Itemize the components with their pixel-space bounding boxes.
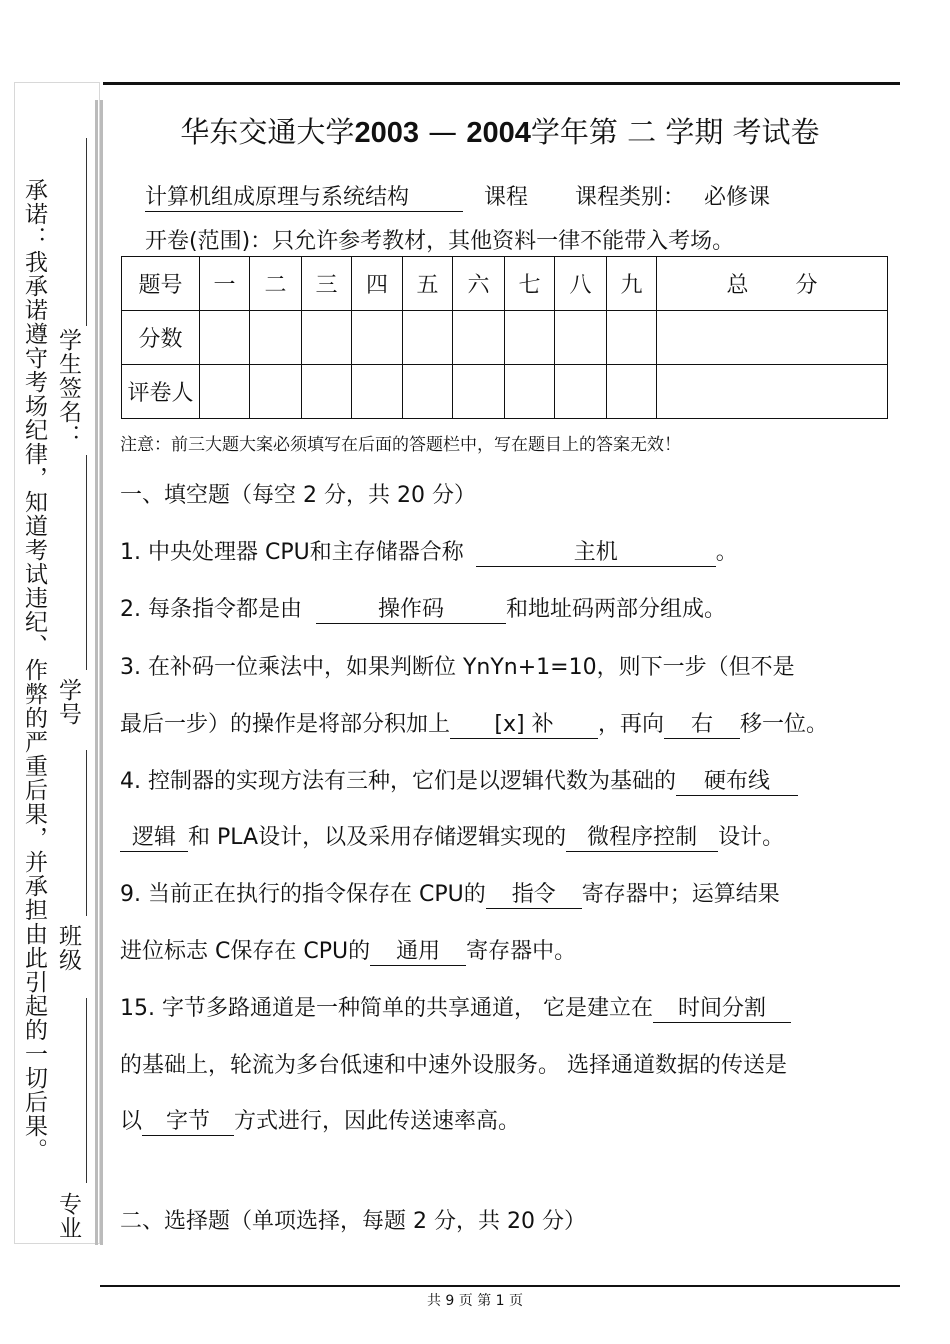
binding-line	[95, 100, 103, 1245]
top-rule	[103, 82, 900, 85]
question-3-line2: 最后一步）的操作是将部分积加上 [x] 补 ，再向 右 移一位。	[120, 712, 829, 737]
pledge-label: 承诺：	[21, 178, 47, 250]
grader-cell[interactable]	[555, 365, 607, 419]
total-grader-cell[interactable]	[657, 365, 888, 419]
score-cell[interactable]	[200, 311, 250, 365]
grader-cell[interactable]	[607, 365, 657, 419]
answer-15b: 字节	[142, 1109, 234, 1136]
question-15-line2: 的基础上，轮流为多台低速和中速外设服务。 选择通道数据的传送是	[120, 1053, 787, 1078]
question-3-line1: 3. 在补码一位乘法中，如果判断位 YnYn+1=10，则下一步（但不是	[120, 655, 795, 680]
score-cell[interactable]	[250, 311, 302, 365]
question-col-6: 六	[453, 257, 505, 311]
question-col-5: 五	[403, 257, 453, 311]
field-class: 班级	[55, 924, 81, 972]
grader-cell[interactable]	[453, 365, 505, 419]
question-col-7: 七	[505, 257, 555, 311]
answer-2: 操作码	[316, 597, 506, 624]
total-score-cell[interactable]	[657, 311, 888, 365]
score-cell[interactable]	[555, 311, 607, 365]
grader-cell[interactable]	[250, 365, 302, 419]
question-1: 1. 中央处理器 CPU和主存储器合称 主机 。	[120, 540, 738, 565]
question-number-row	[122, 257, 888, 311]
grader-cell[interactable]	[403, 365, 453, 419]
question-15-line3: 以 字节 方式进行，因此传送速率高。	[120, 1109, 521, 1134]
section2-heading: 二、选择题（单项选择，每题 2 分，共 20 分）	[120, 1209, 586, 1234]
score-cell[interactable]	[302, 311, 352, 365]
row-label-question: 题号	[122, 257, 200, 311]
answer-4b: 微程序控制	[566, 825, 718, 852]
course-line	[145, 180, 770, 212]
row-label-score: 分数	[122, 311, 200, 365]
grader-cell[interactable]	[505, 365, 555, 419]
field-student-id: 学号	[55, 678, 81, 726]
question-col-2: 二	[250, 257, 302, 311]
signature-line	[86, 138, 87, 326]
grader-cell[interactable]	[352, 365, 403, 419]
answer-15a: 时间分割	[653, 996, 791, 1023]
student-id-line	[86, 455, 87, 670]
score-cell[interactable]	[403, 311, 453, 365]
total-col: 总 分	[657, 257, 888, 311]
class-line	[86, 750, 87, 916]
exam-title: 华东交通大学2003 — 2004学年第 二 学期 考试卷	[180, 115, 820, 149]
row-label-grader: 评卷人	[122, 365, 200, 419]
course-type-label: 课程类别：	[575, 185, 686, 210]
grader-row	[122, 365, 888, 419]
score-cell[interactable]	[453, 311, 505, 365]
score-table	[121, 256, 888, 419]
page-footer: 共 9 页 第 1 页	[426, 1293, 524, 1309]
score-cell[interactable]	[607, 311, 657, 365]
grader-cell[interactable]	[302, 365, 352, 419]
answer-9a: 指令	[486, 882, 582, 909]
course-type: 必修课	[704, 185, 771, 210]
answer-4a: 硬布线	[676, 769, 798, 796]
course-name: 计算机组成原理与系统结构	[145, 185, 463, 212]
score-row	[122, 311, 888, 365]
answer-3a: [x] 补	[450, 712, 598, 739]
question-9-line2: 进位标志 C保存在 CPU的 通用 寄存器中。	[120, 939, 577, 964]
answer-9b: 通用	[370, 939, 466, 966]
course-label: 课程	[484, 185, 529, 210]
notice: 注意：前三大题大案必须填写在后面的答题栏中，写在题目上的答案无效！	[120, 435, 681, 455]
question-col-4: 四	[352, 257, 403, 311]
pledge-text	[20, 178, 47, 1243]
score-cell[interactable]	[505, 311, 555, 365]
major-line	[86, 998, 87, 1183]
question-15-line1: 15. 字节多路通道是一种简单的共享通道， 它是建立在 时间分割	[120, 991, 791, 1023]
question-4-line1: 4. 控制器的实现方法有三种，它们是以逻辑代数为基础的 硬布线	[120, 764, 798, 796]
question-col-8: 八	[555, 257, 607, 311]
section1-heading: 一、填空题（每空 2 分，共 20 分）	[120, 483, 476, 508]
grader-cell[interactable]	[200, 365, 250, 419]
question-col-1: 一	[200, 257, 250, 311]
question-col-9: 九	[607, 257, 657, 311]
question-4-line2: 逻辑 和 PLA设计，以及采用存储逻辑实现的 微程序控制 设计。	[120, 820, 784, 852]
footer-rule	[100, 1285, 900, 1287]
answer-4a-cont: 逻辑	[120, 825, 188, 852]
field-major: 专业	[55, 1192, 81, 1240]
question-9-line1: 9. 当前正在执行的指令保存在 CPU的 指令 寄存器中；运算结果	[120, 882, 780, 907]
exam-rule: 开卷(范围)：只允许参考教材，其他资料一律不能带入考场。	[145, 229, 735, 254]
question-2: 2. 每条指令都是由 操作码 和地址码两部分组成。	[120, 597, 726, 622]
answer-3b: 右	[664, 712, 740, 739]
pledge-body: 我承诺遵守考场纪律，知道考试违纪、作弊的严重后果，并承担由此引起的一切后果。	[21, 250, 47, 1162]
question-col-3: 三	[302, 257, 352, 311]
field-student-signature: 学生签名：	[55, 328, 81, 448]
score-cell[interactable]	[352, 311, 403, 365]
answer-1: 主机	[476, 540, 716, 567]
